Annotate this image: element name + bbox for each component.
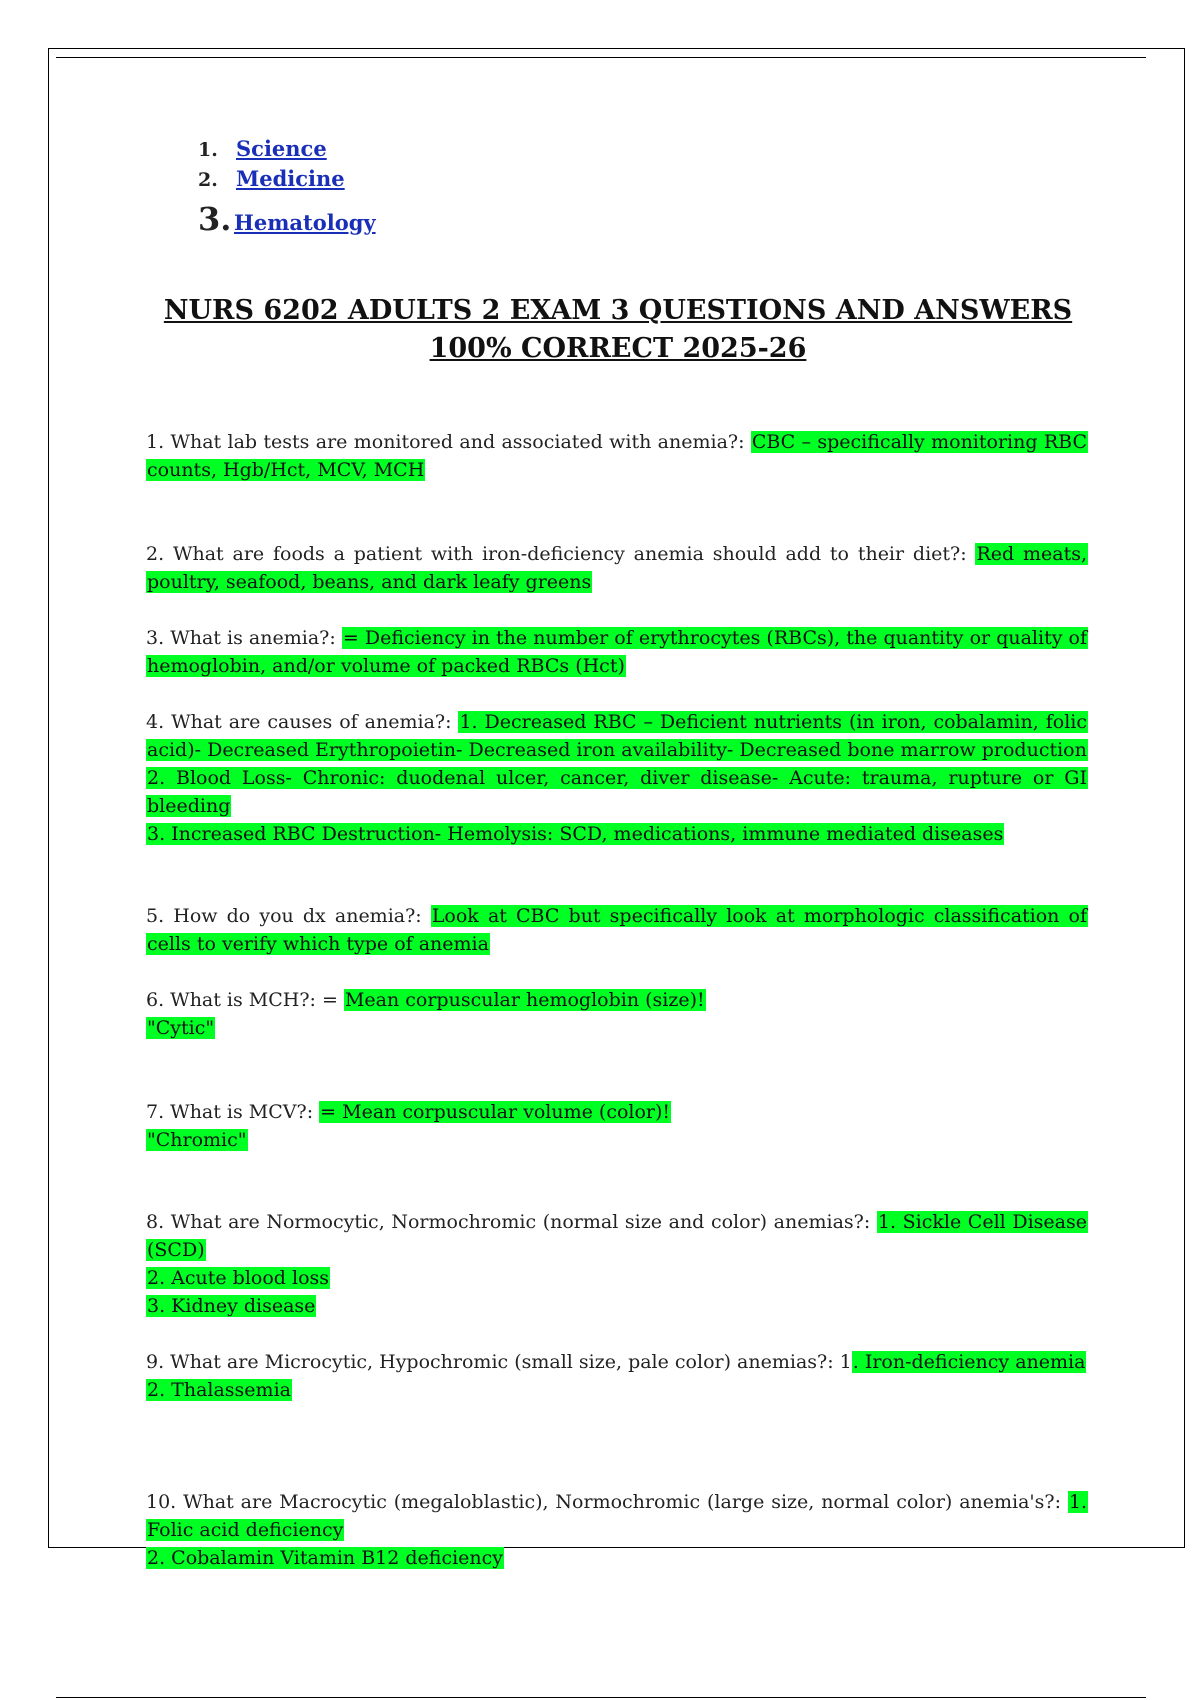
qa-item-1: [146, 428, 1088, 484]
answer-text: Mean corpuscular hemoglobin (size)! "Cytic": [147, 989, 705, 1039]
question-text: 2. What are foods a patient with iron-deficiency anemia should add to their diet?:: [146, 543, 976, 565]
qa-item-7: [146, 1098, 1088, 1154]
question-text: 10. What are Macrocytic (megaloblastic), Normochromic (large size, normal color) anemia's?:: [146, 1491, 1068, 1513]
answer-text: 1. Sickle Cell Disease (SCD) 2. Acute blood loss 3. Kidney disease: [147, 1211, 1087, 1317]
breadcrumb-item-hematology: [198, 200, 376, 244]
question-text: 4. What are causes of anemia?:: [146, 711, 459, 733]
breadcrumb-number: 1.: [198, 139, 218, 161]
breadcrumb-link-medicine[interactable]: Medicine: [236, 166, 345, 191]
qa-item-4: [146, 708, 1088, 848]
breadcrumb-link-science[interactable]: Science: [236, 136, 327, 161]
qa-item-8: [146, 1208, 1088, 1320]
answer-text: 1. Folic acid deficiency 2. Cobalamin Vitamin B12 deficiency: [147, 1491, 1087, 1569]
breadcrumb-number: 2.: [198, 169, 218, 191]
bottom-rule: [56, 1697, 1146, 1698]
answer-text: CBC – specifically monitoring RBC counts, Hgb/Hct, MCV, MCH: [147, 431, 1087, 481]
qa-item-10: [146, 1488, 1088, 1572]
question-text: 9. What are Microcytic, Hypochromic (small size, pale color) anemias?: 1: [146, 1351, 852, 1373]
question-text: 1. What lab tests are monitored and associated with anemia?:: [146, 431, 751, 453]
answer-text: . Iron-deficiency anemia 2. Thalassemia: [147, 1351, 1086, 1401]
qa-item-9: [146, 1348, 1088, 1404]
question-text: 3. What is anemia?:: [146, 627, 342, 649]
breadcrumb-item-science: [198, 136, 376, 166]
breadcrumb-item-medicine: [198, 166, 376, 200]
breadcrumb: [198, 136, 376, 244]
qa-item-5: [146, 902, 1088, 958]
page-title: NURS 6202 ADULTS 2 EXAM 3 QUESTIONS AND ANSWERS 100% CORRECT 2025-26: [163, 295, 1073, 364]
answer-text: 1. Decreased RBC – Deficient nutrients (in iron, cobalamin, folic acid)- Decreased Erythropoietin- Decreased iron availability- Decreased bone marrow production 2. Blood Loss- Chronic: duodenal ulcer, cancer, diver disease- Acute: trauma, rupture or GI bleeding 3. Increased RBC Destruction- Hemolysis: SCD, medications, immune mediated diseases: [147, 711, 1087, 845]
question-text: 8. What are Normocytic, Normochromic (normal size and color) anemias?:: [146, 1211, 877, 1233]
answer-text: = Deficiency in the number of erythrocytes (RBCs), the quantity or quality of hemoglobin, and/or volume of packed RBCs (Hct): [147, 627, 1087, 677]
question-text: 6. What is MCH?: =: [146, 989, 344, 1011]
answer-text: Red meats, poultry, seafood, beans, and dark leafy greens: [147, 543, 1088, 593]
question-text: 5. How do you dx anemia?:: [146, 905, 431, 927]
breadcrumb-number: 3.: [198, 200, 232, 238]
breadcrumb-link-hematology[interactable]: Hematology: [234, 210, 376, 235]
qa-item-6: [146, 986, 1088, 1042]
answer-text: = Mean corpuscular volume (color)! "Chromic": [147, 1101, 671, 1151]
qa-item-3: [146, 624, 1088, 680]
answer-text: Look at CBC but specifically look at morphologic classification of cells to verify which type of anemia: [147, 905, 1087, 955]
qa-item-2: [146, 540, 1088, 596]
question-text: 7. What is MCV?:: [146, 1101, 320, 1123]
